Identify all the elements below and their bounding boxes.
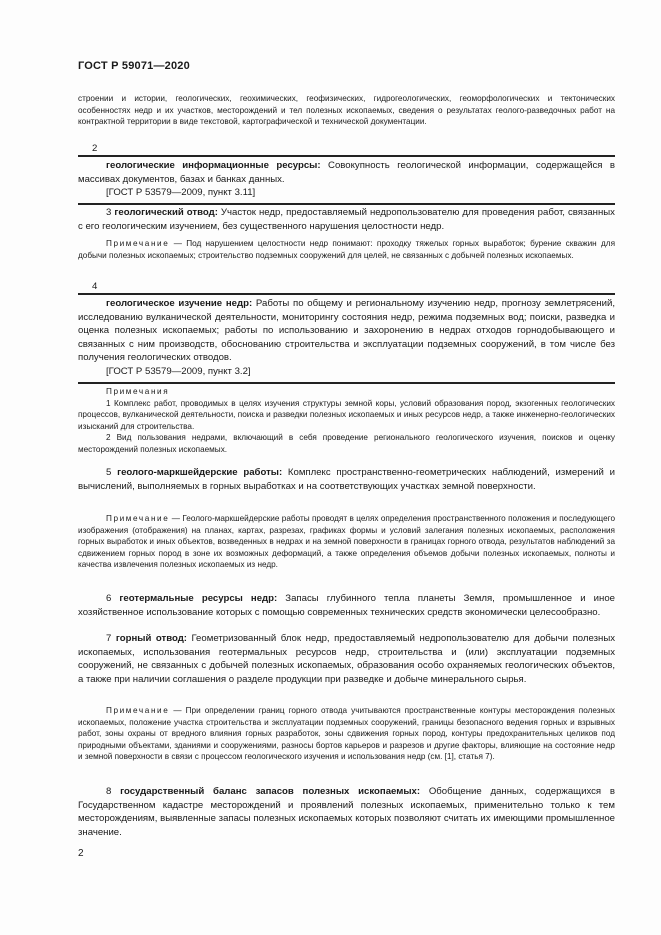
page-number: 2 — [78, 848, 84, 859]
term3-term: геологический отвод: — [114, 207, 218, 218]
term5-note-text: — Геолого-маркшейдерские работы проводят в целях определения пространственного положения и последующего изображения (отображения) на планах, картах, разрезах, графиках формы и условий залегания полезных ископаемых, расположения горных выработок и иных объектов, возведенных в недрах и на земной поверхности в границах горного отвода, результатов наблюдений за сдвижением горных пород в зоне их возможных деформаций, а также определения объемов добычи полезных ископаемых, полноты и качества извлечения полезных ископаемых из недр. — [78, 514, 615, 570]
term7-paragraph — [78, 632, 615, 686]
term3-number: 3 — [106, 207, 112, 218]
term4-notes-label: Примечания — [106, 387, 170, 396]
term2-paragraph — [78, 159, 615, 186]
term4-definition: Работы по общему и региональному изучению недр, прогнозу землетрясений, исследованию вулканической деятельности, мониторингу состояния недр, режима подземных вод; поиски, разведка и оценка полезных ископаемых; работы по использованию и захоронению в недрах отходов горнодобывающего и связанных с ним производств, обоснованию строительства и эксплуатации подземных сооружений, в том числе без получения геологических отводов. — [78, 298, 615, 364]
term4-notes — [78, 386, 615, 456]
term4-ref: [ГОСТ Р 53579—2009, пункт 3.2] — [106, 365, 251, 377]
term2-term: геологические информационные ресурсы: — [106, 160, 321, 171]
term5-term: геолого-маркшейдерские работы: — [117, 467, 283, 478]
term4-paragraph — [78, 297, 615, 365]
term4-note1: 1 Комплекс работ, проводимых в целях изучения структуры земной коры, условий образования пород, экзогенных геологических процессов, вулканической деятельности, поиска и разведки полезных ископаемых и иных ресурсов недр, а также инженерно-геологических изысканий для строительства. — [78, 398, 615, 431]
term3-note-text: — Под нарушением целостности недр понимают: проходку тяжелых горных выработок; бурение скважин для добычи полезных ископаемых; строительство подземных сооружений для целей, не связанных с добычей полезных ископаемых. — [78, 239, 615, 260]
term4-box — [78, 293, 615, 384]
term8-number: 8 — [106, 786, 112, 797]
intro-text: строении и истории, геологических, геохимических, геофизических, гидрогеологических, геоморфологических и тектонических особенностях недр и их участков, месторождений и тел полезных ископаемых, сведения о результатах геолого-разведочных работ на контрактной территории в виде текстовой, картографической и технической документации. — [78, 94, 615, 127]
term7-definition: Геометризованный блок недр, предоставляемый недропользователю для добычи полезных ископаемых, использования геотермальных ресурсов недр, строительства и (или) эксплуатации подземных сооружений, не связанных с добычей полезных ископаемых, образования особо охраняемых геологических объектов, а также при наличии соглашения о разделе продукции при разведке и добыче минерального сырья. — [78, 633, 616, 685]
term6-paragraph — [78, 592, 615, 619]
term2-definition: Совокупность геологической информации, содержащейся в массивах документов, базах и банках данных. — [78, 160, 615, 185]
term7-note — [78, 705, 615, 763]
term7-number: 7 — [106, 633, 112, 644]
term4-number: 4 — [92, 281, 98, 292]
term5-number: 5 — [106, 467, 112, 478]
term4-note2: 2 Вид пользования недрами, включающий в себя проведение регионального геологического изучения, поисков и оценку месторождений полезных ископаемых. — [78, 433, 615, 454]
term5-note-label: Примечание — [106, 514, 170, 523]
term5-definition: Комплекс пространственно-геометрических наблюдений, измерений и вычислений, выполняемых в горных выработках и на соответствующих участках земной поверхности. — [78, 467, 615, 492]
term8-paragraph — [78, 785, 615, 839]
term6-number: 6 — [106, 593, 112, 604]
term2-box — [78, 155, 615, 205]
term3-definition: Участок недр, предоставляемый недропользователю для проведения работ, связанных с его геологическим изучением, без существенного нарушения целостности недр. — [78, 207, 615, 232]
intro-paragraph — [78, 93, 615, 128]
term6-definition: Запасы глубинного тепла планеты Земля, промышленное и иное хозяйственное использование которых с помощью современных технических средств экономически целесообразно. — [78, 593, 615, 618]
term8-definition: Обобщение данных, содержащихся в Государственном кадастре месторождений и проявлений полезных ископаемых, применительно только к тем месторождениям, выявленные запасы полезных ископаемых которых позволяют считать их имеющими промышленное значение. — [78, 786, 615, 838]
term4-term: геологическое изучение недр: — [106, 298, 253, 309]
term7-note-label: Примечание — [106, 706, 170, 715]
term7-term: горный отвод: — [115, 633, 187, 644]
term3-note-label: Примечание — [106, 239, 170, 248]
term6-term: геотермальные ресурсы недр: — [119, 593, 278, 604]
document-header: ГОСТ Р 59071—2020 — [78, 60, 190, 72]
term3-paragraph — [78, 206, 615, 233]
term5-note — [78, 513, 615, 571]
term2-number: 2 — [92, 143, 98, 154]
term2-ref: [ГОСТ Р 53579—2009, пункт 3.11] — [106, 187, 256, 199]
term8-term: государственный баланс запасов полезных ископаемых: — [120, 786, 421, 797]
term5-paragraph — [78, 466, 615, 493]
term7-note-text: — При определении границ горного отвода учитываются пространственные контуры месторождения полезных ископаемых, положение участка строительства и эксплуатации подземных сооружений, границы безопасного ведения горных и взрывных работ, зоны охраны от вредного влияния горных разработок, зоны сдвижения горных пород, контуры предохранительных целиков под природными объектами, зданиями и сооружениями, разносы бортов карьеров и разрезов и другие факторы, влияющие на состояние недр и земной поверхности в связи с процессом геологического изучения и использования недр (см. [1], статья 7). — [78, 706, 615, 762]
term3-note — [78, 238, 615, 261]
